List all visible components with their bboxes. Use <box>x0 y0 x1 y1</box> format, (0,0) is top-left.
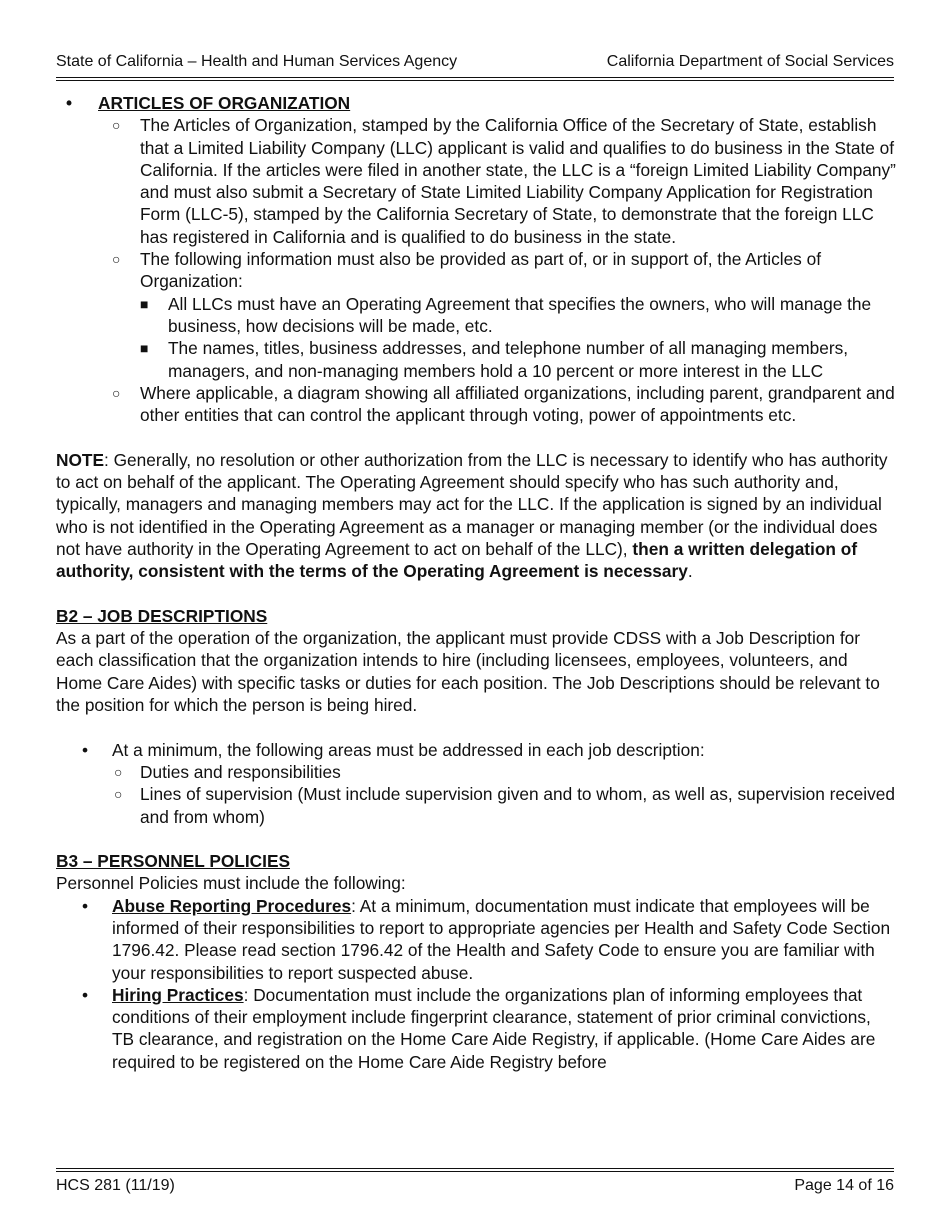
articles-sub-1: All LLCs must have an Operating Agreement that specifies the owners, who will manage the business, how decisions will be made, etc. <box>168 293 872 336</box>
list-item <box>98 248 896 382</box>
list-item <box>98 114 896 248</box>
articles-list <box>98 114 896 426</box>
hiring-practices-text: : Documentation must include the organizations plan of informing employees that conditions of their employment include fingerprint clearance, statement of prior criminal convictions, TB clearance, and registration on the Home Care Aide Registry, if applicable. (Home Care Aides are required to be registered on the Home Care Aide Registry before <box>112 984 876 1072</box>
list-item <box>98 382 896 427</box>
articles-item-2: The following information must also be provided as part of, or in support of, the Articles of Organization: <box>140 249 822 292</box>
square-bullet-marker: ■ <box>140 340 149 357</box>
page-footer <box>56 1176 894 1196</box>
header-department: California Department of Social Services <box>606 53 894 70</box>
list-item <box>112 783 896 828</box>
b2-list <box>56 739 896 828</box>
list-item <box>56 984 896 1073</box>
note-end: . <box>687 561 693 582</box>
b2-heading: B2 – JOB DESCRIPTIONS <box>56 605 268 626</box>
list-item <box>140 337 896 382</box>
list-item <box>56 739 896 828</box>
b2-sub-1: Duties and responsibilities <box>140 761 341 782</box>
note-paragraph <box>56 449 896 583</box>
circle-bullet-marker: ○ <box>112 251 121 268</box>
circle-bullet-marker: ○ <box>112 117 121 134</box>
header-rule-top <box>56 77 894 78</box>
abuse-reporting-label: Abuse Reporting Procedures <box>112 895 352 916</box>
articles-item-1: The Articles of Organization, stamped by the California Office of the Secretary of State, establish that a Limited Liability Company (LLC) applicant is valid and qualifies to do business in the State of California. If the articles were filed in another state, the LLC is a “foreign Limited Liability Company” and must also submit a Secretary of State Limited Liability Company Application for Registration Form (LLC-5), stamped by the California Secretary of State, to demonstrate that the foreign LLC has registered in California and is qualified to do business in the state. <box>140 115 896 247</box>
square-bullet-marker: ■ <box>140 295 149 312</box>
circle-bullet-marker: ○ <box>112 384 121 401</box>
articles-bullet <box>56 92 896 426</box>
bullet-marker: • <box>82 895 89 916</box>
list-item <box>112 761 896 783</box>
b2-paragraph: As a part of the operation of the organization, the applicant must provide CDSS with a Job Description for each classification that the organization intends to hire (including licensees, employees, volunteers, and Home Care Aides) with specific tasks or duties for each position. The Job Descriptions should be relevant to the position for which the person is being hired. <box>56 628 880 716</box>
b2-sublist <box>112 761 896 828</box>
b2-sub-2: Lines of supervision (Must include supervision given and to whom, as well as, supervision received and from whom) <box>140 784 895 827</box>
articles-item-3: Where applicable, a diagram showing all affiliated organizations, including parent, grandparent and other entities that can control the applicant through voting, power of appointments etc. <box>140 382 895 426</box>
note-bold-text: then a written delegation of authority, consistent with the terms of the Operating Agreement is necessary <box>56 538 858 582</box>
hiring-practices-label: Hiring Practices <box>112 984 244 1005</box>
articles-sublist <box>140 293 896 382</box>
footer-rule-bottom <box>56 1171 894 1172</box>
abuse-reporting-text: : At a minimum, documentation must indicate that employees will be informed of their responsibilities to report to appropriate agencies per Health and Safety Code Section 1796.42. Please read section 1796.42 of the Health and Safety Code to ensure you are familiar with your responsibilities to report suspected abuse. <box>112 895 891 983</box>
list-item <box>56 895 896 984</box>
circle-bullet-marker: ○ <box>114 763 123 780</box>
b2-bullet: At a minimum, the following areas must be addressed in each job description: <box>112 739 705 760</box>
bullet-marker: • <box>82 984 89 1005</box>
form-number: HCS 281 (11/19) <box>56 1177 175 1194</box>
articles-heading: ARTICLES OF ORGANIZATION <box>98 93 351 113</box>
header-agency: State of California – Health and Human Services Agency <box>56 53 458 70</box>
bullet-marker: • <box>82 739 89 760</box>
page-number: Page 14 of 16 <box>794 1177 894 1194</box>
b3-list <box>56 895 896 1073</box>
footer-rule-top <box>56 1168 894 1169</box>
b3-heading: B3 – PERSONNEL POLICIES <box>56 851 290 872</box>
circle-bullet-marker: ○ <box>114 786 123 803</box>
bullet-marker: • <box>66 93 73 113</box>
note-text: : Generally, no resolution or other authorization from the LLC is necessary to identify who has authority to act on behalf of the applicant. The Operating Agreement should specify who has such authority and, typically, managers and managing members may act for the LLC. If the application is signed by an individual who is not identified in the Operating Agreement as a manager or managing member (or the individual does not have authority in the Operating Agreement to act on behalf of the LLC), <box>56 449 888 559</box>
articles-sub-2: The names, titles, business addresses, and telephone number of all managing members, managers, and non-managing members hold a 10 percent or more interest in the LLC <box>168 338 849 381</box>
note-label: NOTE <box>56 449 105 470</box>
page-header <box>56 52 894 72</box>
header-rule-bottom <box>56 80 894 81</box>
list-item <box>140 293 896 338</box>
page-body <box>56 92 896 1073</box>
articles-section <box>56 92 896 426</box>
b3-intro: Personnel Policies must include the following: <box>56 873 406 894</box>
